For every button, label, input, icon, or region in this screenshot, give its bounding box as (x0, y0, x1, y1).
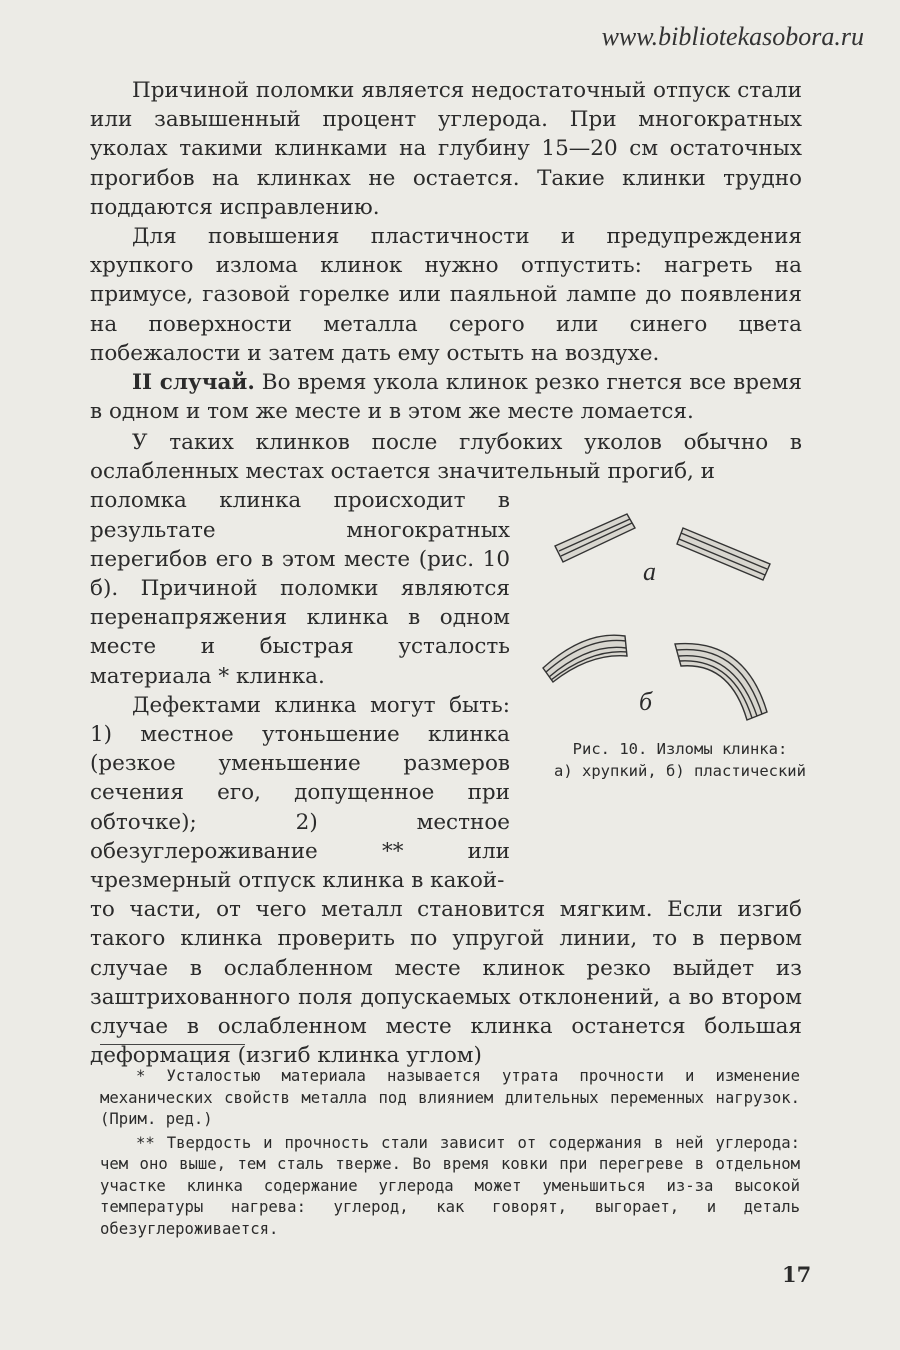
paragraph-bending-start: У таких клинков после глубоких уколов обычно в ослабленных местах остается значительный прогиб, и (90, 430, 802, 485)
body-text-top (90, 76, 802, 426)
paragraph-case-2 (90, 368, 802, 426)
paragraph-tempering: Для повышения пластичности и предупреждения хрупкого излома клинок нужно отпустить: нагреть на примусе, газовой горелке или паяльной лампе до появления на поверхности металла серого или синего цвета побежалости и затем дать ему остыть на воздухе. (90, 224, 802, 366)
page-number: 17 (782, 1262, 812, 1287)
paragraph-defects-cont: то части, от чего металл становится мягким. Если изгиб такого клинка проверить по упругой линии, то в первом случае в ослабленном месте клинок резко выйдет из заштрихованного поля допускаемых отклонений, а во втором случае в ослабленном месте клинка останется большая деформация (изгиб клинка углом) (90, 897, 802, 1069)
watermark: www.bibliotekasobora.ru (601, 22, 864, 51)
footnote-divider (100, 1044, 245, 1045)
case-text: Во время укола клинок резко гнется все время в одном и том же месте и в этом же месте ломается. (90, 370, 802, 425)
paragraph-cause: Причиной поломки является недостаточный отпуск стали или завышенный процент углерода. При многократных уколах такими клинками на глубину 15—20 см остаточных прогибов на клинках не остается. Такие клинки трудно поддаются исправлению. (90, 78, 802, 220)
plastic-fracture-drawing (543, 635, 767, 720)
figure-label-a: а (643, 557, 656, 586)
caption-line-1: Рис. 10. Изломы клинка: (572, 740, 788, 758)
caption-line-2: а) хрупкий, б) пластический (554, 762, 806, 780)
case-label: II случай. (132, 370, 255, 396)
footnotes (100, 1066, 800, 1242)
footnote-2: ** Твердость и прочность стали зависит от содержания в ней углерода: чем оно выше, тем сталь тверже. Во время ковки при перегреве в отдельном участке клинка содержание углерода может уменьшиться из-за высокой температуры нагрева: углерод, как говорят, выгорает, и деталь обезуглероживается. (100, 1133, 800, 1238)
paragraph-defects: Дефектами клинка могут быть: 1) местное утоньшение клинка (резкое уменьшение размеров сечения его, допущенное при обточке); 2) местное обезуглероживание ** или чрезмерный отпуск клинка в какой- (90, 692, 510, 894)
footnote-1: * Усталостью материала называется утрата прочности и изменение механических свойств металла под влиянием длительных переменных нагрузок. (Прим. ред.) (100, 1067, 800, 1128)
paragraph-bending-cont: поломка клинка происходит в результате многократных перегибов его в этом месте (рис. 10 б). Причиной поломки являются перенапряжения клинка в одном месте и быстрая усталость материала * клинка. (90, 488, 510, 689)
figure-label-b: б (639, 687, 653, 716)
figure-caption (540, 738, 820, 782)
brittle-fracture-drawing (555, 514, 770, 580)
